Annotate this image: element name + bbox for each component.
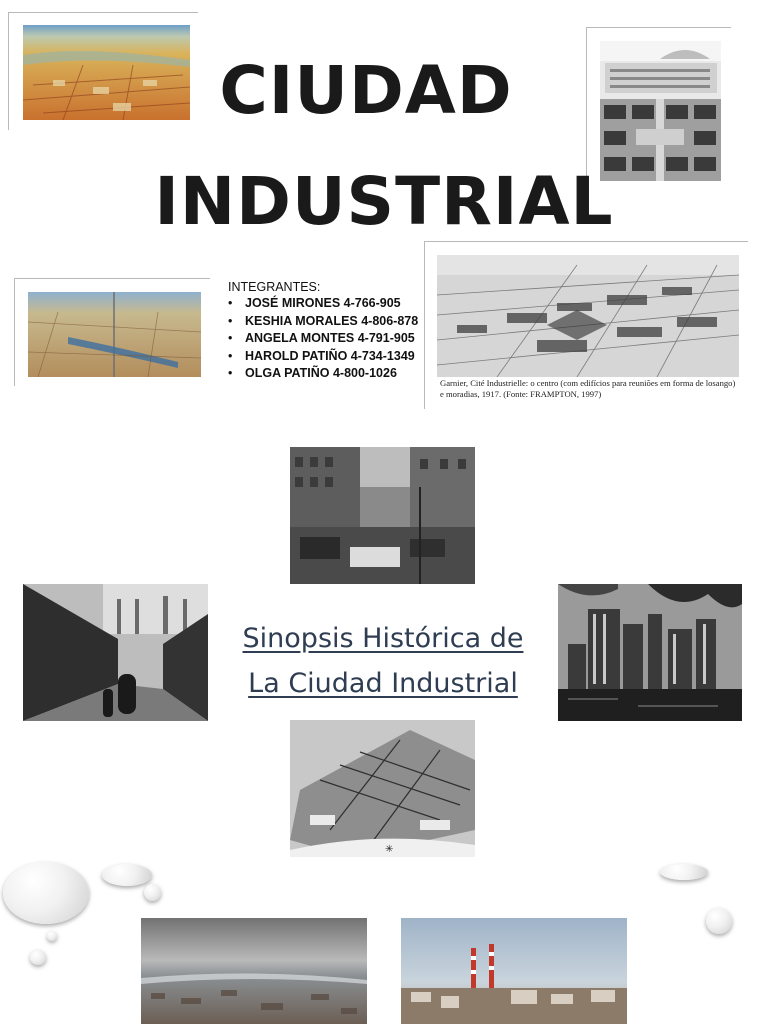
member-item: • HAROLD PATIÑO 4-734-1349 [228, 348, 428, 366]
aerial-plan-photo [290, 720, 475, 857]
frame-line [14, 278, 210, 279]
factory-skyline-drawing [558, 584, 742, 721]
synopsis-heading [210, 616, 556, 706]
svg-text:✳: ✳ [385, 844, 394, 855]
member-item: • KESHIA MORALES 4-806-878 [228, 313, 428, 331]
smokestack-city-photo [401, 918, 627, 1024]
member-item: • OLGA PATIÑO 4-800-1026 [228, 365, 428, 383]
cite-industrielle-drawing [437, 255, 739, 377]
synopsis-line-1: Sinopsis Histórica de [242, 623, 524, 654]
water-drop-decoration [144, 884, 161, 901]
frame-line [586, 27, 731, 28]
water-drop-decoration [102, 864, 152, 886]
frame-line [14, 278, 15, 386]
water-drop-decoration [706, 908, 732, 934]
frame-line [8, 12, 198, 13]
figure-caption: Garnier, Cité Industrielle: o centro (com edifícios para reuniões em forma de losango) e moradias, 1917. (Fonte: FRAMPTON, 1997) [440, 378, 736, 399]
water-drop-decoration [3, 862, 89, 924]
members-list [228, 280, 428, 383]
frame-line [424, 241, 748, 242]
member-item: • ANGELA MONTES 4-791-905 [228, 330, 428, 348]
title-line-2: INDUSTRIAL [154, 163, 614, 240]
crowded-street-photo [290, 447, 475, 584]
book-spread-image [28, 292, 201, 377]
synopsis-line-2: La Ciudad Industrial [248, 668, 518, 699]
city-aerial-photo [141, 918, 367, 1024]
members-heading: INTEGRANTES: [228, 280, 321, 294]
water-drop-decoration [47, 931, 57, 941]
water-drop-decoration [660, 864, 708, 880]
member-item: • JOSÉ MIRONES 4-766-905 [228, 295, 428, 313]
title-line-1: CIUDAD [219, 52, 513, 129]
rowhouse-street-photo [23, 584, 208, 721]
water-drop-decoration [30, 950, 46, 965]
